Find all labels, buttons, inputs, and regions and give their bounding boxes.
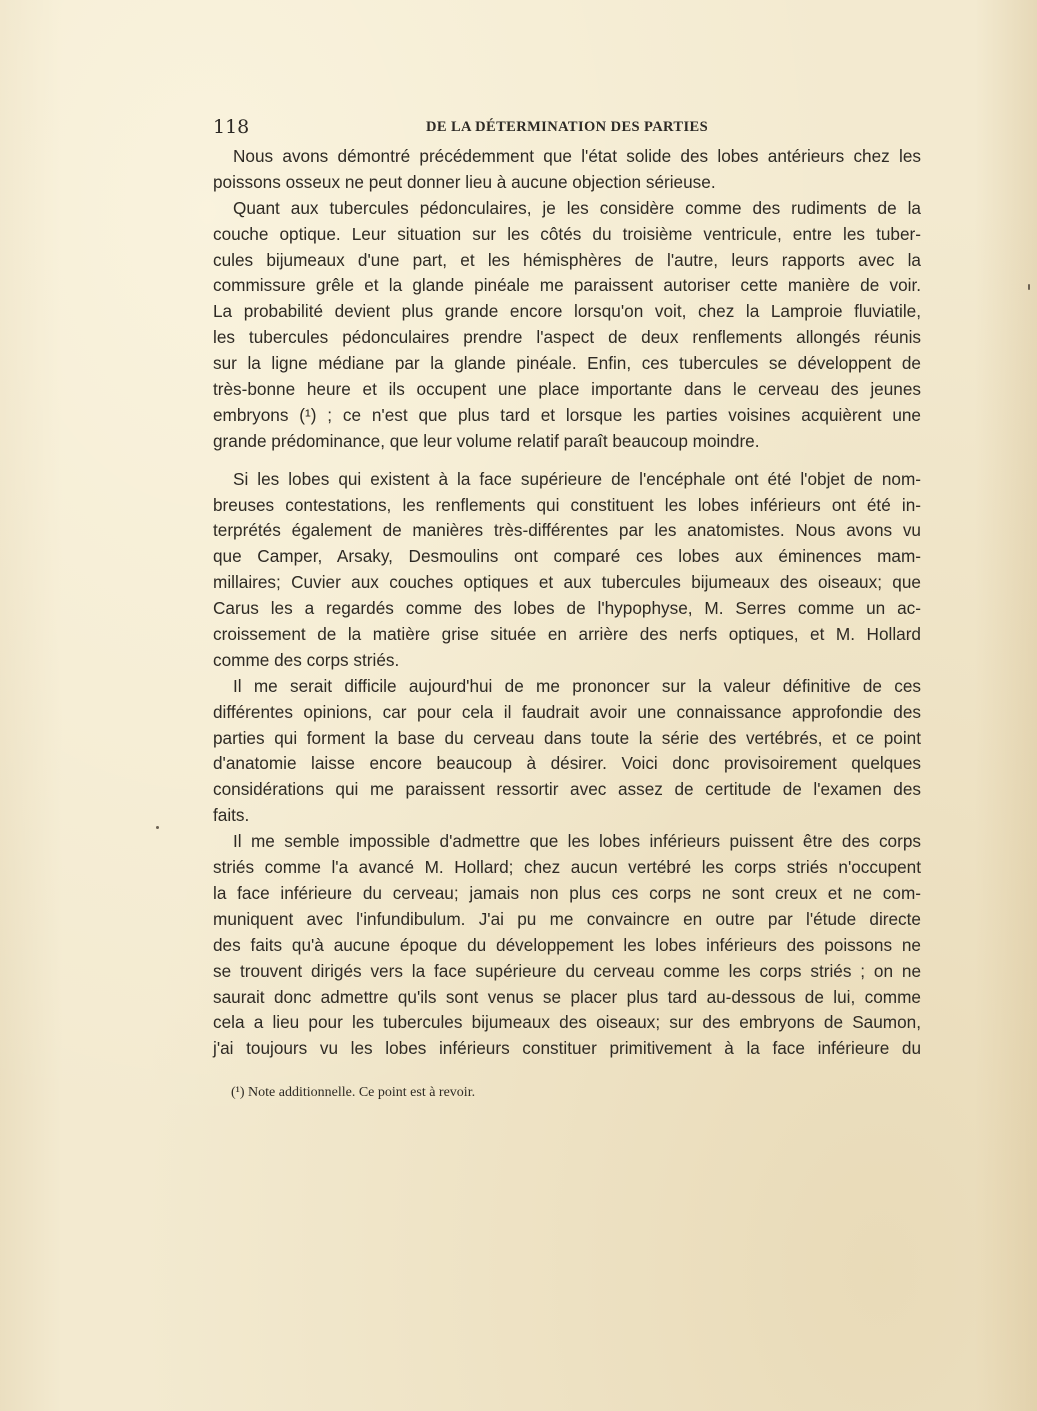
text-line: La probabilité devient plus grande encore lorsqu'on voit, chez la Lamproie fluviatile, <box>213 301 921 322</box>
text-line: j'ai toujours vu les lobes inférieurs constituer primitivement à la face inférieure du <box>213 1038 921 1059</box>
text-line: couche optique. Leur situation sur les côtés du troisième ventricule, entre les tuber- <box>213 223 921 244</box>
running-title: DE LA DÉTERMINATION DES PARTIES <box>426 119 709 135</box>
text-line: terprétés également de manières très-différentes par les anatomistes. Nous avons vu <box>213 520 921 541</box>
text-line: poissons osseux ne peut donner lieu à aucune objection sérieuse. <box>213 171 716 192</box>
text-line: sur la ligne médiane par la glande pinéale. Enfin, ces tubercules se développent de <box>213 353 921 374</box>
text-line: grande prédominance, que leur volume relatif paraît beaucoup moindre. <box>213 430 760 451</box>
text-line: embryons (¹) ; ce n'est que plus tard et lorsque les parties voisines acquièrent une <box>213 404 921 425</box>
text-line: des faits qu'à aucune époque du développement les lobes inférieurs des poissons ne <box>213 934 921 955</box>
text-line: comme des corps striés. <box>213 649 400 670</box>
text-line: les tubercules pédonculaires prendre l'aspect de deux renflements allongés réunis <box>213 327 921 348</box>
body-text <box>213 144 921 1062</box>
paper-speck <box>156 826 159 829</box>
text-line: différentes opinions, car pour cela il faudrait avoir une connaissance approfondie des <box>213 701 921 722</box>
running-head <box>213 116 921 140</box>
text-line: la face inférieure du cerveau; jamais non plus ces corps ne sont creux et ne com- <box>213 882 921 903</box>
text-line: Si les lobes qui existent à la face supérieure de l'encéphale ont été l'objet de nom- <box>233 468 921 489</box>
text-line: cules bijumeaux d'une part, et les hémisphères de l'autre, leurs rapports avec la <box>213 249 921 270</box>
text-line: muniquent avec l'infundibulum. J'ai pu me convaincre en outre par l'étude directe <box>213 908 921 929</box>
text-line: que Camper, Arsaky, Desmoulins ont comparé ces lobes aux éminences mam- <box>213 546 921 567</box>
paragraph-gap <box>213 455 921 467</box>
text-line: faits. <box>213 805 250 826</box>
text-line: d'anatomie laisse encore beaucoup à désirer. Voici donc provisoirement quelques <box>213 753 921 774</box>
text-line: Carus les a regardés comme des lobes de l'hypophyse, M. Serres comme un ac- <box>213 598 921 619</box>
text-line: striés comme l'a avancé M. Hollard; chez aucun vertébré les corps striés n'occupent <box>213 857 921 878</box>
text-line: très-bonne heure et ils occupent une place importante dans le cerveau des jeunes <box>213 379 921 400</box>
text-line: breuses contestations, les renflements qui constituent les lobes inférieurs ont été in- <box>213 494 921 515</box>
text-line: Quant aux tubercules pédonculaires, je les considère comme des rudiments de la <box>233 197 921 218</box>
page-number: 118 <box>213 116 250 138</box>
text-line: croissement de la matière grise située en arrière des nerfs optiques, et M. Hollard <box>213 624 921 645</box>
text-line: commissure grêle et la glande pinéale me paraissent autoriser cette manière de voir. <box>213 275 921 296</box>
text-line: parties qui forment la base du cerveau dans toute la série des vertébrés, et ce point <box>213 727 921 748</box>
footnote: (¹) Note additionnelle. Ce point est à revoir. <box>231 1085 476 1100</box>
paper-speck <box>1028 284 1030 290</box>
text-line: millaires; Cuvier aux couches optiques et aux tubercules bijumeaux des oiseaux; que <box>213 572 921 593</box>
text-line: cela a lieu pour les tubercules bijumeaux des oiseaux; sur des embryons de Saumon, <box>213 1012 921 1033</box>
text-line: Il me semble impossible d'admettre que les lobes inférieurs puissent être des corps <box>233 831 921 852</box>
text-line: Nous avons démontré précédemment que l'état solide des lobes antérieurs chez les <box>233 146 921 166</box>
text-line: considérations qui me paraissent ressortir avec assez de certitude de l'examen des <box>213 779 921 800</box>
text-line: saurait donc admettre qu'ils sont venus se placer plus tard au-dessous de lui, comme <box>213 986 921 1007</box>
text-line: Il me serait difficile aujourd'hui de me prononcer sur la valeur définitive de ces <box>233 675 921 696</box>
text-line: se trouvent dirigés vers la face supérieure du cerveau comme les corps striés ; on ne <box>213 960 921 981</box>
